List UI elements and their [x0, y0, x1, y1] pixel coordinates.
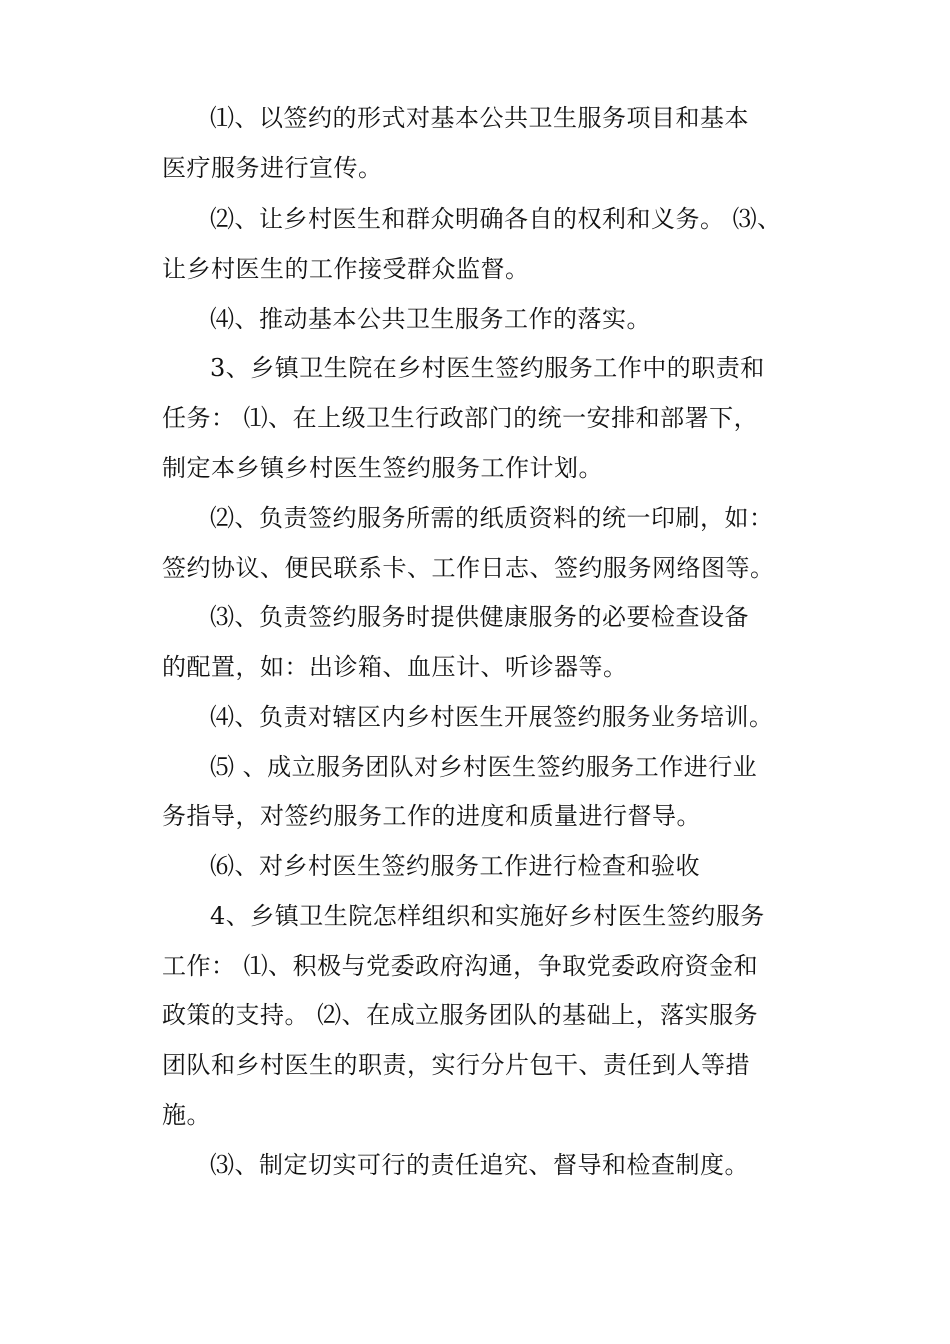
- text-line: 4、乡镇卫生院怎样组织和实施好乡村医生签约服务: [210, 902, 765, 930]
- text-line: 任务： ⑴、在上级卫生行政部门的统一安排和部署下，: [162, 404, 759, 432]
- text-line: 医疗服务进行宣传。: [162, 154, 383, 182]
- text-line: 团队和乡村医生的职责，实行分片包干、责任到人等措: [162, 1051, 750, 1079]
- text-line: ⑶、负责签约服务时提供健康服务的必要检查设备: [210, 603, 749, 631]
- text-line: ⑶、制定切实可行的责任追究、督导和检查制度。: [210, 1151, 749, 1179]
- text-line: ⑹、对乡村医生签约服务工作进行检查和验收: [210, 852, 700, 880]
- text-line: 让乡村医生的工作接受群众监督。: [162, 255, 530, 283]
- text-line: 的配置，如：出诊箱、血压计、听诊器等。: [162, 653, 628, 681]
- text-line: 工作： ⑴、积极与党委政府沟通，争取党委政府资金和: [162, 952, 759, 980]
- text-line: 施。: [162, 1101, 211, 1129]
- text-line: 政策的支持。 ⑵、在成立服务团队的基础上，落实服务: [162, 1001, 759, 1029]
- text-line: 3、乡镇卫生院在乡村医生签约服务工作中的职责和: [210, 354, 765, 382]
- text-line: 签约协议、便民联系卡、工作日志、签约服务网络图等。: [162, 554, 775, 582]
- text-line: 务指导，对签约服务工作的进度和质量进行督导。: [162, 802, 701, 830]
- text-line: ⑵、负责签约服务所需的纸质资料的统一印刷，如：: [210, 504, 774, 532]
- text-line: ⑷、推动基本公共卫生服务工作的落实。: [210, 305, 651, 333]
- text-line: ⑸ 、成立服务团队对乡村医生签约服务工作进行业: [210, 753, 758, 781]
- text-line: 制定本乡镇乡村医生签约服务工作计划。: [162, 454, 603, 482]
- text-line: ⑷、负责对辖区内乡村医生开展签约服务业务培训。: [210, 703, 774, 731]
- text-line: ⑵、让乡村医生和群众明确各自的权利和义务。 ⑶、: [210, 205, 782, 233]
- text-line: ⑴、以签约的形式对基本公共卫生服务项目和基本: [210, 104, 749, 132]
